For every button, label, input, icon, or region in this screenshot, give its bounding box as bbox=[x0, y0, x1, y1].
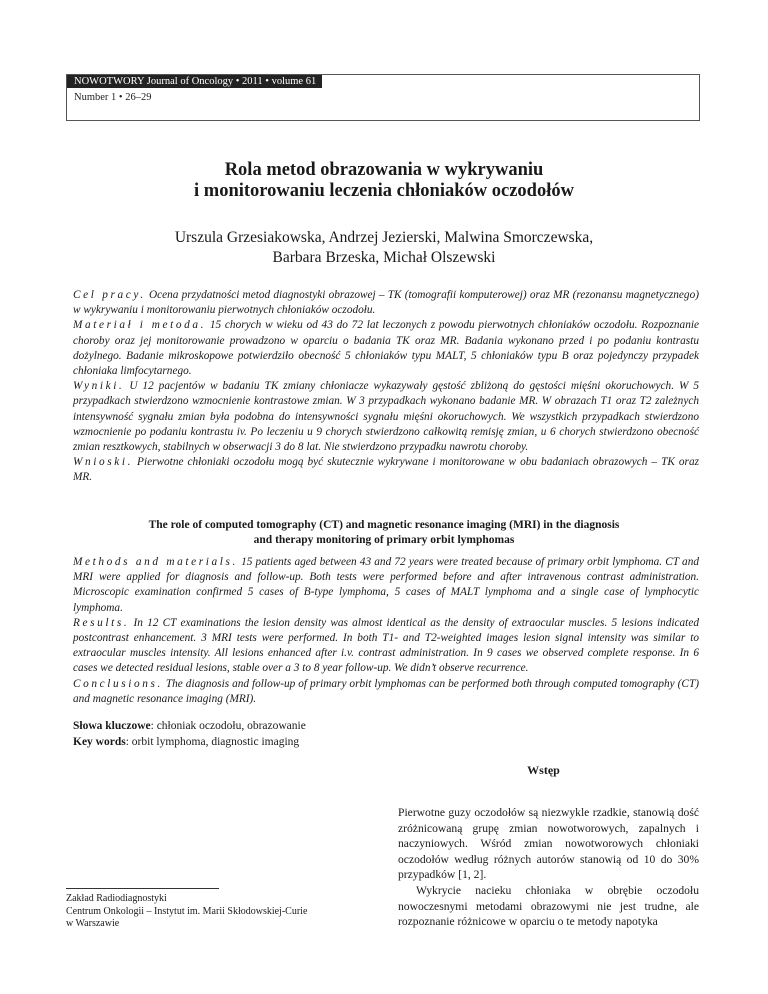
intro-paragraph-1: Pierwotne guzy oczodołów są niezwykle rzadkie, stanowią dość zróżnicowaną grupę zmian nowotworowych, zapalnych i naczyniowych. Wśród zmian nowotworowych chłoniaki oczodołów według różnych autorów stanowią od 10 do 30% przypadków [1, 2]. bbox=[398, 806, 699, 882]
keywords-block bbox=[73, 718, 306, 750]
affiliation-line-2: Centrum Onkologii – Instytut im. Marii Skłodowskiej-Curie bbox=[66, 905, 308, 917]
abstract-en-results bbox=[73, 616, 699, 677]
en-methods-label: Methods and materials. bbox=[73, 556, 238, 568]
author-list bbox=[0, 228, 768, 268]
title-line-1: Rola metod obrazowania w wykrywaniu bbox=[224, 160, 544, 180]
title-line-2: i monitorowaniu leczenia chłoniaków oczodołów bbox=[194, 181, 574, 201]
footnote-divider bbox=[66, 888, 219, 889]
article-title bbox=[0, 160, 768, 202]
affiliation-line-1: Zakład Radiodiagnostyki bbox=[66, 893, 167, 904]
methods-label: Materiał i metoda. bbox=[73, 319, 207, 332]
conclusions-label: Wnioski. bbox=[73, 456, 134, 469]
abstract-en-methods bbox=[73, 555, 699, 616]
english-title-line-2: and therapy monitoring of primary orbit lymphomas bbox=[253, 534, 515, 546]
en-conclusions-label: Conclusions. bbox=[73, 677, 163, 690]
abstract-results bbox=[73, 379, 699, 455]
en-methods-text: 15 patients aged between 43 and 72 years were treated because of primary orbit lymphoma. CT and MRI were applied for diagnosis and follow-up. Both tests were performed before and after intravenous contrast administration. Microscopic examination confirmed 5 cases of B-type lymphoma, 5 cases of MALT lymphoma and a single case of lymphocytic lymphoma. bbox=[73, 556, 700, 614]
results-text: U 12 pacjentów w badaniu TK zmiany chłoniacze wykazywały gęstość zbliżoną do gęstości mięśni okoruchowych. W 5 przypadkach stwierdzono wzmocnienie kontrastowe zmian. W 3 przypadkach wykonano badanie MR. W obrazach T1 oraz T2 zależnych intensywność sygnału zmian była podobna do intensywności sygnału mięśni okoruchowych. We wszystkich przypadkach stwierdzono wzmocnienie po podaniu kontrastu iv. Po leczeniu u 9 chorych stwierdzono całkowitą remisję zmian, u 6 chorych stwierdzono obecność zmian resztkowych, stabilnych w obserwacji 3 do 8 lat. Nie stwierdzono przypadku nawrotu choroby. bbox=[73, 380, 699, 454]
journal-header bbox=[66, 74, 700, 121]
en-results-label: Results. bbox=[73, 616, 130, 629]
en-results-text: In 12 CT examinations the lesion density was almost identical as the density of extraocular muscles. 5 lesions indicated postcontrast enhancement. 3 MRI tests were performed. In both T1- and T2-weighted images lesion signal intensity was similar to extraocular muscles intensity. All lesions enhanced after i.v. contrast administration. In 9 cases we observed complete response. In 6 cases we detected residual lesions, stable over a 3 to 8 year follow-up. We didn’t observe recurrence. bbox=[73, 616, 699, 675]
abstract-methods bbox=[73, 318, 699, 379]
abstract-polish bbox=[73, 288, 699, 486]
aim-label: Cel pracy. bbox=[73, 289, 146, 301]
affiliation bbox=[66, 893, 307, 931]
results-label: Wyniki. bbox=[73, 380, 125, 393]
abstract-aim bbox=[73, 288, 699, 318]
keywords-en-label: Key words bbox=[73, 736, 126, 748]
keywords-polish bbox=[73, 718, 306, 734]
conclusions-text: Pierwotne chłoniaki oczodołu mogą być skutecznie wykrywane i monitorowane w obu badaniach obrazowych – TK oraz MR. bbox=[73, 456, 699, 484]
en-conclusions-text: The diagnosis and follow-up of primary orbit lymphomas can be performed both through computed tomography (CT) and magnetic resonance imaging (MRI). bbox=[73, 677, 699, 705]
abstract-en-conclusions bbox=[73, 677, 699, 707]
journal-banner: NOWOTWORY Journal of Oncology • 2011 • volume 61 bbox=[67, 75, 322, 88]
authors-line-1: Urszula Grzesiakowska, Andrzej Jezierski, Malwina Smorczewska, bbox=[174, 229, 594, 246]
abstract-conclusions bbox=[73, 455, 699, 485]
english-title-line-1: The role of computed tomography (CT) and magnetic resonance imaging (MRI) in the diagnosis bbox=[148, 519, 620, 531]
methods-text: 15 chorych w wieku od 43 do 72 lat leczonych z powodu pierwotnych chłoniaków oczodołu. Rozpoznanie choroby oraz jej monitorowanie prowadzono w oparciu o badania TK oraz MR. Badania wykonano przed i po podaniu kontrastu dożylnego. Badanie mikroskopowe potwierdziło obecność 5 chłoniaków typu MALT, 5 chłoniaków typu B oraz pojedynczy przypadek chłoniaka limfocytarnego. bbox=[73, 319, 700, 378]
journal-issue-number: Number 1 • 26–29 bbox=[74, 92, 152, 103]
authors-line-2: Barbara Brzeska, Michał Olszewski bbox=[272, 249, 496, 266]
intro-body bbox=[398, 805, 699, 930]
section-heading-intro: Wstęp bbox=[527, 763, 560, 777]
keywords-pl-label: Słowa kluczowe bbox=[73, 720, 151, 732]
aim-text: Ocena przydatności metod diagnostyki obrazowej – TK (tomografii komputerowej) oraz MR (rezonansu magnetycznego) w wykrywaniu i monitorowaniu pierwotnych chłoniaków oczodołu. bbox=[73, 289, 699, 317]
english-title bbox=[0, 518, 768, 548]
abstract-english bbox=[73, 555, 699, 707]
keywords-english bbox=[73, 734, 306, 750]
keywords-pl-text: : chłoniak oczodołu, obrazowanie bbox=[150, 720, 306, 732]
intro-paragraph-2: Wykrycie nacieku chłoniaka w obrębie oczodołu nowoczesnymi metodami obrazowymi nie jest trudne, ale rozpoznanie różnicowe w oparciu o te metody napotyka bbox=[398, 883, 699, 929]
affiliation-line-3: w Warszawie bbox=[66, 918, 120, 929]
keywords-en-text: : orbit lymphoma, diagnostic imaging bbox=[125, 736, 300, 748]
